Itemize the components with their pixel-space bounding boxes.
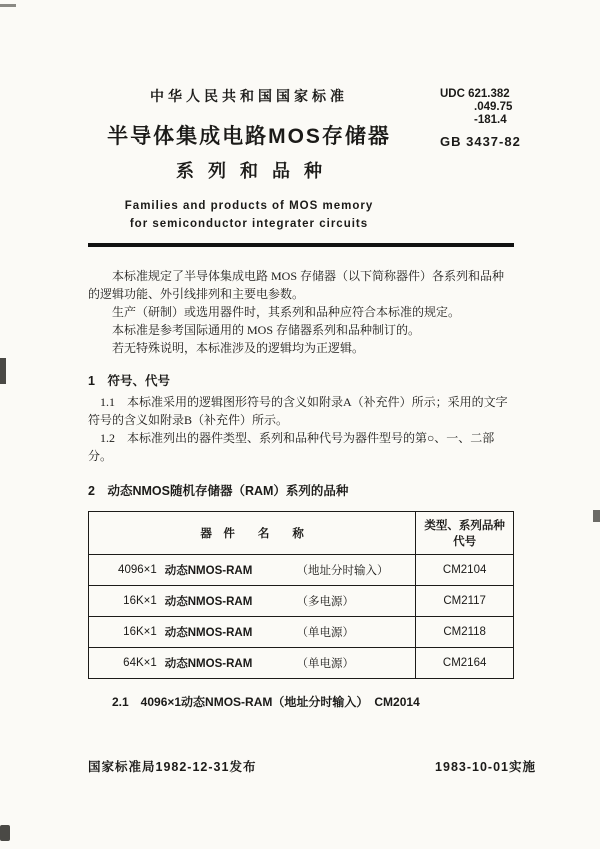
document-title-line1: 半导体集成电路MOS存储器 — [107, 125, 391, 148]
column-header-code: 类型、系列品种代号 — [416, 512, 514, 555]
udc-number-line2: .049.75 — [474, 101, 513, 113]
cell-code: CM2104 — [416, 555, 514, 586]
table-row — [89, 586, 514, 617]
document-title-english-line1: Families and products of MOS memory — [124, 200, 374, 212]
document-footer — [88, 757, 536, 775]
cell-capacity: 64K×1 — [89, 648, 161, 679]
intro-paragraph: 若无特殊说明，本标准涉及的逻辑均为正逻辑。 — [112, 341, 365, 355]
intro-section — [88, 267, 514, 357]
section-2 — [88, 481, 514, 710]
table-row — [89, 648, 514, 679]
header-divider — [88, 243, 514, 247]
standard-number: GB 3437-82 — [440, 134, 521, 149]
intro-paragraph: 生产（研制）或选用器件时，其系列和品种应符合本标准的规定。 — [112, 305, 461, 319]
cell-device-name: 动态NMOS-RAM — [161, 555, 293, 586]
scan-artifact — [0, 4, 16, 7]
document-title-english-line2: for semiconductor integrater circuits — [129, 218, 369, 230]
scan-artifact — [0, 358, 6, 384]
standard-reference-block — [440, 88, 550, 148]
scan-artifact — [0, 825, 10, 841]
cell-note: （单电源） — [293, 648, 416, 679]
intro-paragraph: 本标准规定了半导体集成电路 MOS 存储器（以下简称器件）各系列和品种的逻辑功能、外引线排列和主要电参数。 — [88, 269, 505, 301]
cell-code: CM2117 — [416, 586, 514, 617]
column-header-device-name: 器 件 名 称 — [89, 512, 416, 555]
section-1-heading: 1 符号、代号 — [88, 374, 170, 388]
issued-date: 国家标准局1982-12-31发布 — [88, 760, 257, 774]
products-table — [88, 511, 514, 679]
section-2-heading: 2 动态NMOS随机存储器（RAM）系列的品种 — [88, 484, 349, 498]
cell-capacity: 4096×1 — [89, 555, 161, 586]
document-title-line2: 系列和品种 — [176, 161, 336, 181]
clause-2-1: 2.1 4096×1动态NMOS-RAM（地址分时输入） CM2014 — [112, 695, 420, 709]
cell-device-name: 动态NMOS-RAM — [161, 648, 293, 679]
cell-device-name: 动态NMOS-RAM — [161, 617, 293, 648]
cell-capacity: 16K×1 — [89, 617, 161, 648]
table-row — [89, 617, 514, 648]
cell-note: （地址分时输入） — [293, 555, 416, 586]
table-header-row — [89, 512, 514, 555]
cell-capacity: 16K×1 — [89, 586, 161, 617]
cell-note: （单电源） — [293, 617, 416, 648]
cell-code: CM2164 — [416, 648, 514, 679]
cell-device-name: 动态NMOS-RAM — [161, 586, 293, 617]
clause-1-1: 1.1 本标准采用的逻辑图形符号的含义如附录A（补充件）所示；采用的文字符号的含义如附录B（补充件）所示。 — [88, 395, 508, 427]
document-header — [88, 86, 521, 233]
udc-number-line1: UDC 621.382 — [440, 88, 510, 100]
table-row — [89, 555, 514, 586]
scan-artifact — [593, 510, 600, 522]
national-standard-label: 中华人民共和国国家标准 — [150, 88, 348, 104]
udc-number-line3: -181.4 — [474, 114, 507, 126]
section-1 — [88, 371, 514, 465]
implementation-date: 1983-10-01实施 — [435, 760, 536, 774]
intro-paragraph: 本标准是参考国际通用的 MOS 存储器系列和品种制订的。 — [112, 323, 421, 337]
cell-note: （多电源） — [293, 586, 416, 617]
cell-code: CM2118 — [416, 617, 514, 648]
clause-1-2: 1.2 本标准列出的器件类型、系列和品种代号为器件型号的第○、一、二部分。 — [88, 431, 495, 463]
